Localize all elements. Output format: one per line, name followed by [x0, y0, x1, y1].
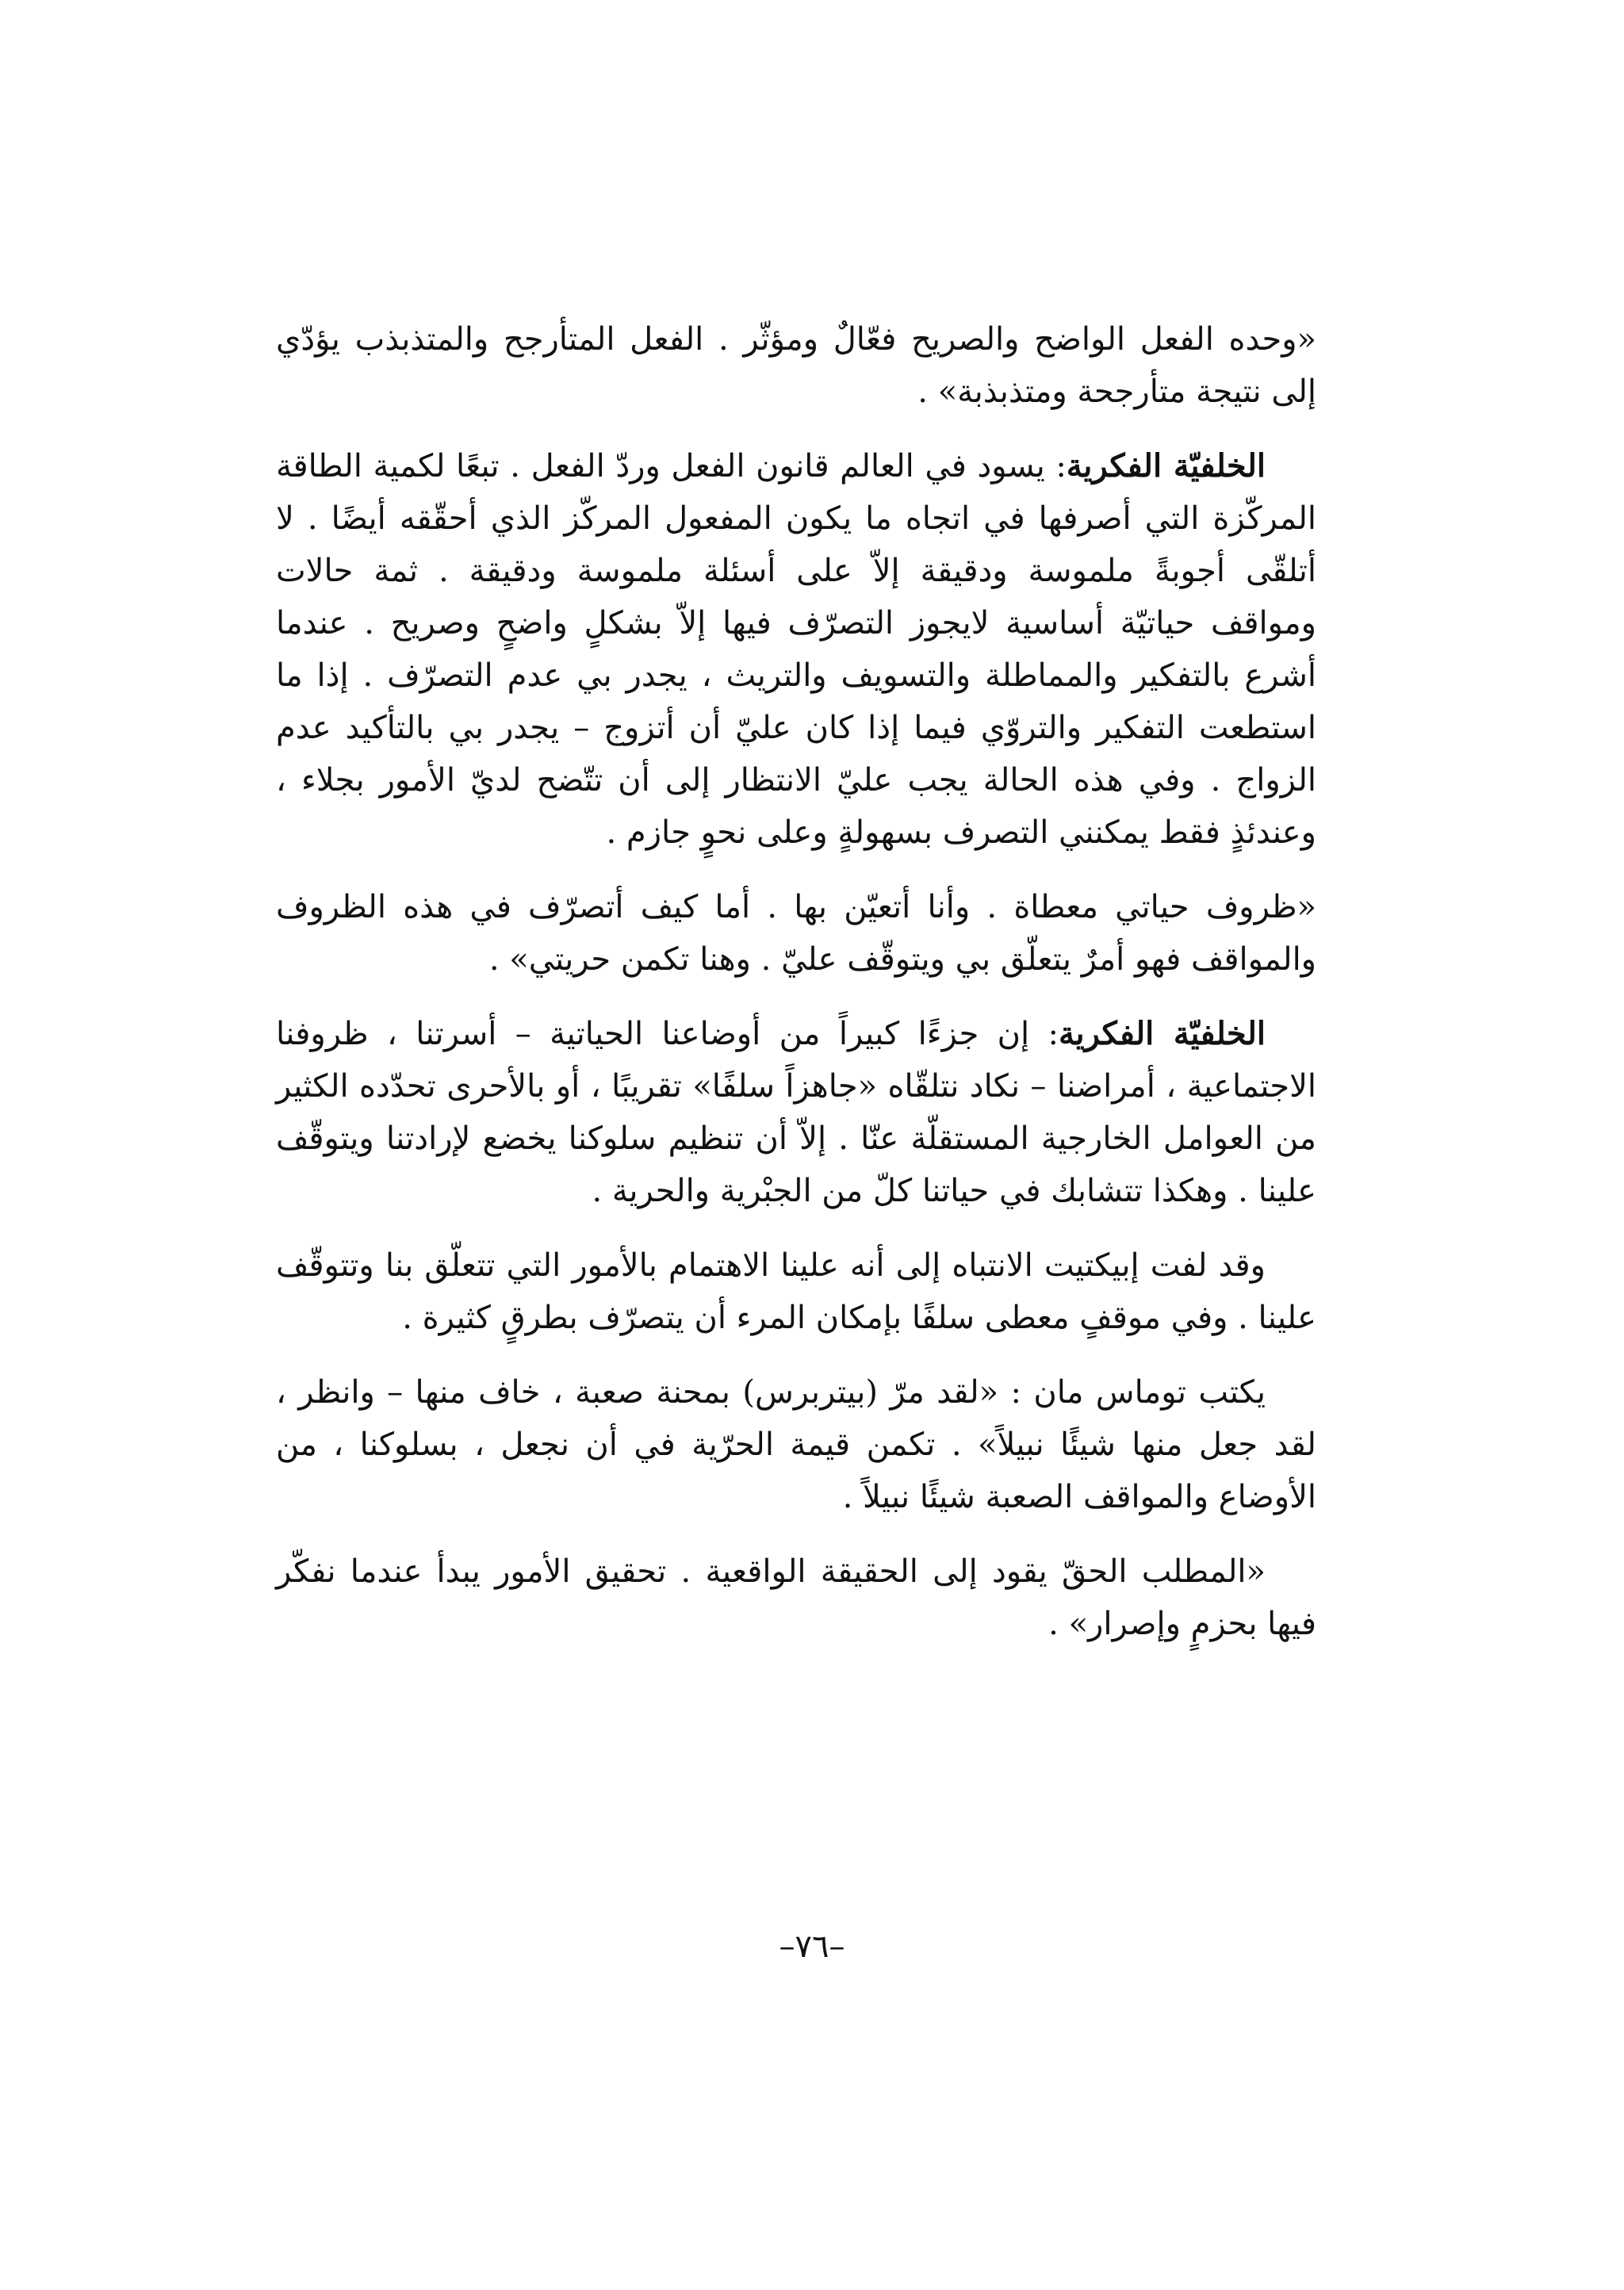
- quote-paragraph-3: [276, 1545, 1316, 1650]
- paragraph-text: «وحده الفعل الواضح والصريح فعّالٌ ومؤثّر . الفعل المتأرجح والمتذبذب يؤدّي إلى نتيجة متأرجحة ومتذبذبة» .: [276, 321, 1317, 410]
- body-paragraph-epictetus: [276, 1239, 1316, 1344]
- paragraph-text: وقد لفت إبيكتيت الانتباه إلى أنه علينا الاهتمام بالأمور التي تتعلّق بنا وتتوقّف علينا . وفي موقفٍ معطى سلفًا بإمكان المرء أن يتصرّف بطرقٍ كثيرة .: [276, 1247, 1316, 1336]
- page-number: –٧٦–: [779, 1928, 845, 1965]
- quote-paragraph-2: [276, 881, 1316, 986]
- paragraph-text: يكتب توماس مان : «لقد مرّ (بيتربرس) بمحنة صعبة ، خاف منها – وانظر ، لقد جعل منها شيئًا نبيلاً» . تكمن قيمة الحرّية في أن نجعل ، بسلوكنا ، من الأوضاع والمواقف الصعبة شيئًا نبيلاً .: [276, 1374, 1316, 1515]
- paragraph-text: : إن جزءًا كبيراً من أوضاعنا الحياتية – أسرتنا ، ظروفنا الاجتماعية ، أمراضنا – نكاد نتلقّاه «جاهزاً سلفًا» تقريبًا ، أو بالأحرى تحدّده الكثير من العوامل الخارجية المستقلّة عنّا . إلاّ أن تنظيم سلوكنا يخضع لإرادتنا ويتوقّف علينا . وهكذا تتشابك في حياتنا كلّ من الجبْرية والحرية .: [276, 1016, 1316, 1209]
- paragraph-text: : يسود في العالم قانون الفعل وردّ الفعل . تبعًا لكمية الطاقة المركّزة التي أصرفها في اتجاه ما يكون المفعول المركّز الذي أحقّقه أيضًا . لا أتلقّى أجوبةً ملموسة ودقيقة إلاّ على أسئلة ملموسة ودقيقة . ثمة حالات ومواقف حياتيّة أساسية لايجوز التصرّف فيها إلاّ بشكلٍ واضحٍ وصريح . عندما أشرع بالتفكير والمماطلة والتسويف والتريث ، يجدر بي عدم التصرّف . إذا ما استطعت التفكير والتروّي فيما إذا كان عليّ أن أتزوج – يجدر بي بالتأكيد عدم الزواج . وفي هذه الحالة يجب عليّ الانتظار إلى أن تتّضح لديّ الأمور بجلاء ، وعندئذٍ فقط يمكنني التصرف بسهولةٍ وعلى نحوٍ جازم .: [276, 448, 1317, 851]
- body-paragraph-thomas-mann: [276, 1366, 1316, 1523]
- paragraph-text: «ظروف حياتي معطاة . وأنا أتعيّن بها . أما كيف أتصرّف في هذه الظروف والمواقف فهو أمرٌ يتعلّق بي ويتوقّف عليّ . وهنا تكمن حريتي» .: [276, 889, 1316, 978]
- quote-paragraph-1: [276, 313, 1316, 418]
- commentary-paragraph-2: [276, 1008, 1316, 1217]
- paragraph-label: الخلفيّة الفكرية: [1066, 447, 1266, 484]
- paragraph-text: «المطلب الحقّ يقود إلى الحقيقة الواقعية . تحقيق الأمور يبدأ عندما نفكّر فيها بحزمٍ وإصرار» .: [276, 1553, 1316, 1642]
- page-body: [276, 313, 1316, 1672]
- paragraph-label: الخلفيّة الفكرية: [1059, 1015, 1266, 1052]
- commentary-paragraph-1: [276, 440, 1316, 859]
